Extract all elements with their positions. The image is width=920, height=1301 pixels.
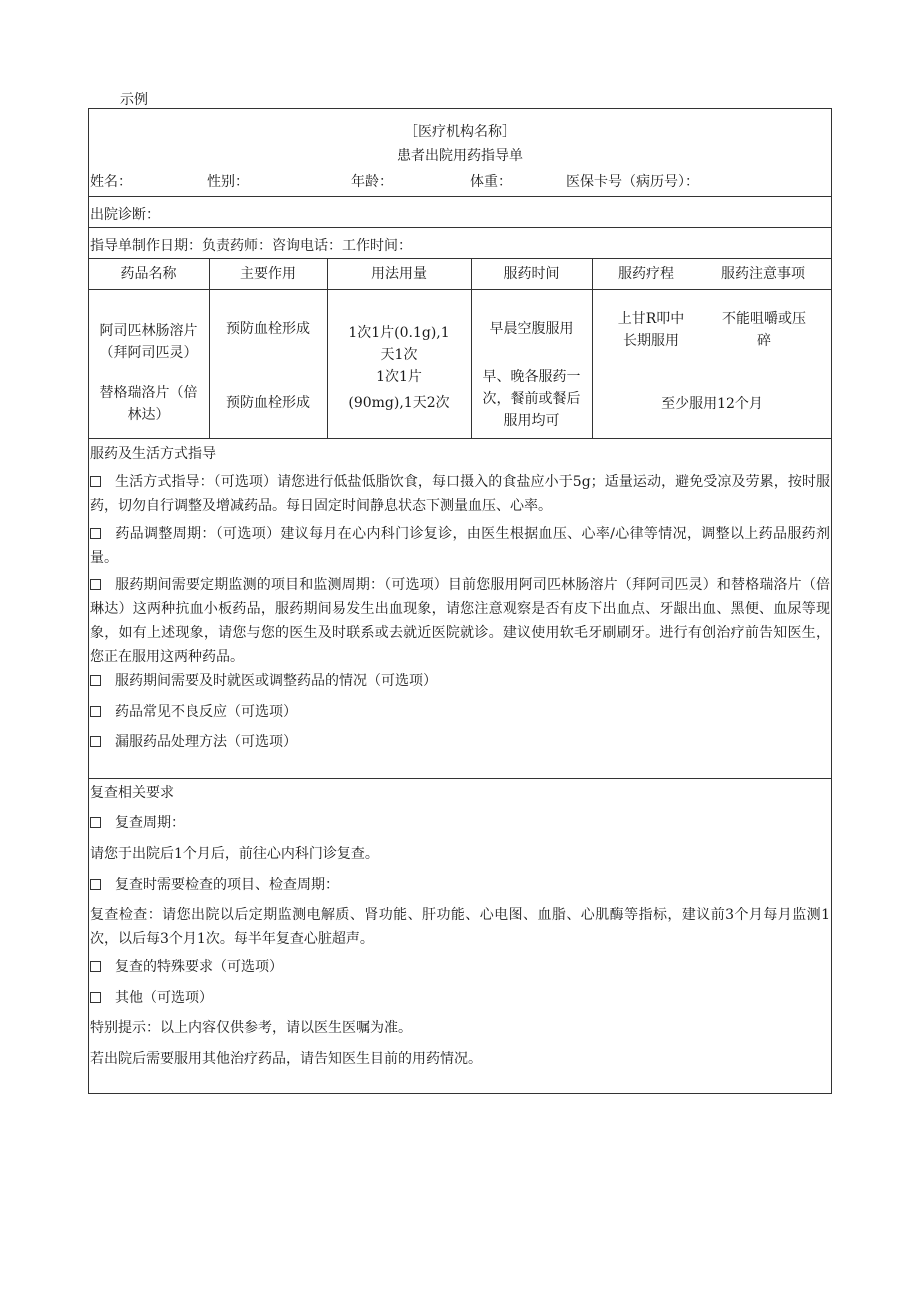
lifestyle-item: 漏服药品处理方法（可选项）	[90, 731, 297, 751]
form-title: 患者出院用药指导单	[397, 148, 523, 164]
checkbox[interactable]	[90, 879, 101, 890]
drug-time: 早、晚各服药一 次，餐前或餐后 服用均可	[482, 369, 581, 429]
followup-item: 复查的特殊要求（可选项）	[90, 956, 283, 976]
divider	[88, 258, 832, 259]
drug-effect: 预防血栓形成	[226, 321, 310, 337]
checkbox[interactable]	[90, 675, 101, 686]
checkbox[interactable]	[90, 736, 101, 747]
table-header: 服药时间	[503, 266, 560, 282]
drug-name: 阿司匹林肠溶片 （拜阿司匹灵）	[99, 323, 198, 361]
divider	[88, 438, 832, 439]
lifestyle-item: 药品常见不良反应（可选项）	[90, 701, 297, 721]
checkbox[interactable]	[90, 961, 101, 972]
followup-item: 其他（可选项）	[90, 987, 213, 1007]
special-notice: 特别提示：以上内容仅供参考，请以医生医嘱为准。	[90, 1020, 412, 1036]
table-header: 服药注意事项	[721, 266, 805, 282]
table-column-divider	[592, 258, 593, 438]
drug-effect: 预防血栓形成	[226, 395, 310, 411]
checkbox[interactable]	[90, 579, 101, 590]
caption: 示例	[120, 92, 148, 108]
name-field: 姓名：	[90, 174, 132, 190]
checkbox[interactable]	[90, 992, 101, 1003]
lifestyle-item: 药品调整周期：（可选项）建议每月在心内科门诊复诊，由医生根据血压、心率/心律等情况，调整以上药品服药剂量。	[90, 526, 830, 566]
lifestyle-item: 服药期间需要定期监测的项目和监测周期：（可选项）目前您服用阿司匹林肠溶片（拜阿司匹灵）和替格瑞洛片（倍琳达）这两种抗血小板药品，服药期间易发生出血现象，请您注意观察是否有皮下出血点、牙龈出血、黑便、血尿等现象，如有上述现象，请您与您的医生及时联系或去就近医院就诊。建议使用软毛牙刷刷牙。进行有创治疗前告知医生，您正在服用这两种药品。	[90, 577, 830, 665]
followup-text: 请您于出院后1个月后，前往心内科门诊复查。	[90, 846, 379, 862]
diagnosis-field: 出院诊断：	[90, 207, 160, 223]
meta-line: 指导单制作日期：负责药师：咨询电话：工作时间：	[90, 238, 412, 254]
checkbox[interactable]	[90, 476, 101, 487]
weight-field: 体重：	[470, 174, 512, 190]
other-drugs-notice: 若出院后需要服用其他治疗药品，请告知医生目前的用药情况。	[90, 1051, 482, 1067]
drug-dosage: 1次1片(0.1g),1 天1次	[348, 325, 450, 363]
followup-item: 复查时需要检查的项目、检查周期：	[90, 874, 339, 894]
lifestyle-heading: 服药及生活方式指导	[90, 446, 216, 462]
table-header: 用法用量	[371, 266, 427, 282]
checkbox[interactable]	[90, 528, 101, 539]
drug-name: 替格瑞洛片（倍 林达）	[99, 385, 198, 423]
divider	[88, 289, 832, 290]
age-field: 年龄：	[351, 174, 393, 190]
divider	[88, 196, 832, 197]
table-header: 服药疗程	[618, 266, 674, 282]
org-name: ［医疗机构名称］	[404, 124, 516, 140]
followup-item: 复查周期：	[90, 812, 185, 832]
table-header: 药品名称	[120, 266, 177, 282]
lifestyle-item: 生活方式指导：（可选项）请您进行低盐低脂饮食，每口摄入的食盐应小于5g；适量运动，避免受凉及劳累，按时服药，切勿自行调整及增减药品。每日固定时间静息状态下测量血压、心率。	[90, 474, 830, 514]
drug-time: 早晨空腹服用	[489, 321, 574, 337]
drug-course: 至少服用12个月	[661, 396, 763, 412]
gender-field: 性别：	[207, 174, 249, 190]
drug-course: 上甘R叩中 长期服用	[617, 311, 685, 349]
insurance-field: 医保卡号（病历号）：	[566, 174, 699, 190]
divider	[88, 227, 832, 228]
drug-note: 不能咀嚼或压 碎	[722, 311, 806, 349]
checkbox[interactable]	[90, 706, 101, 717]
drug-dosage: 1次1片 (90mg),1天2次	[348, 369, 450, 411]
lifestyle-item: 服药期间需要及时就医或调整药品的情况（可选项）	[90, 670, 437, 690]
followup-heading: 复查相关要求	[90, 785, 174, 801]
divider	[88, 778, 832, 779]
table-header: 主要作用	[240, 266, 296, 282]
checkbox[interactable]	[90, 817, 101, 828]
followup-text: 复查检查：请您出院以后定期监测电解质、肾功能、肝功能、心电图、血脂、心肌酶等指标，建议前3个月每月监测1次，以后每3个月1次。每半年复查心脏超声。	[90, 907, 830, 947]
